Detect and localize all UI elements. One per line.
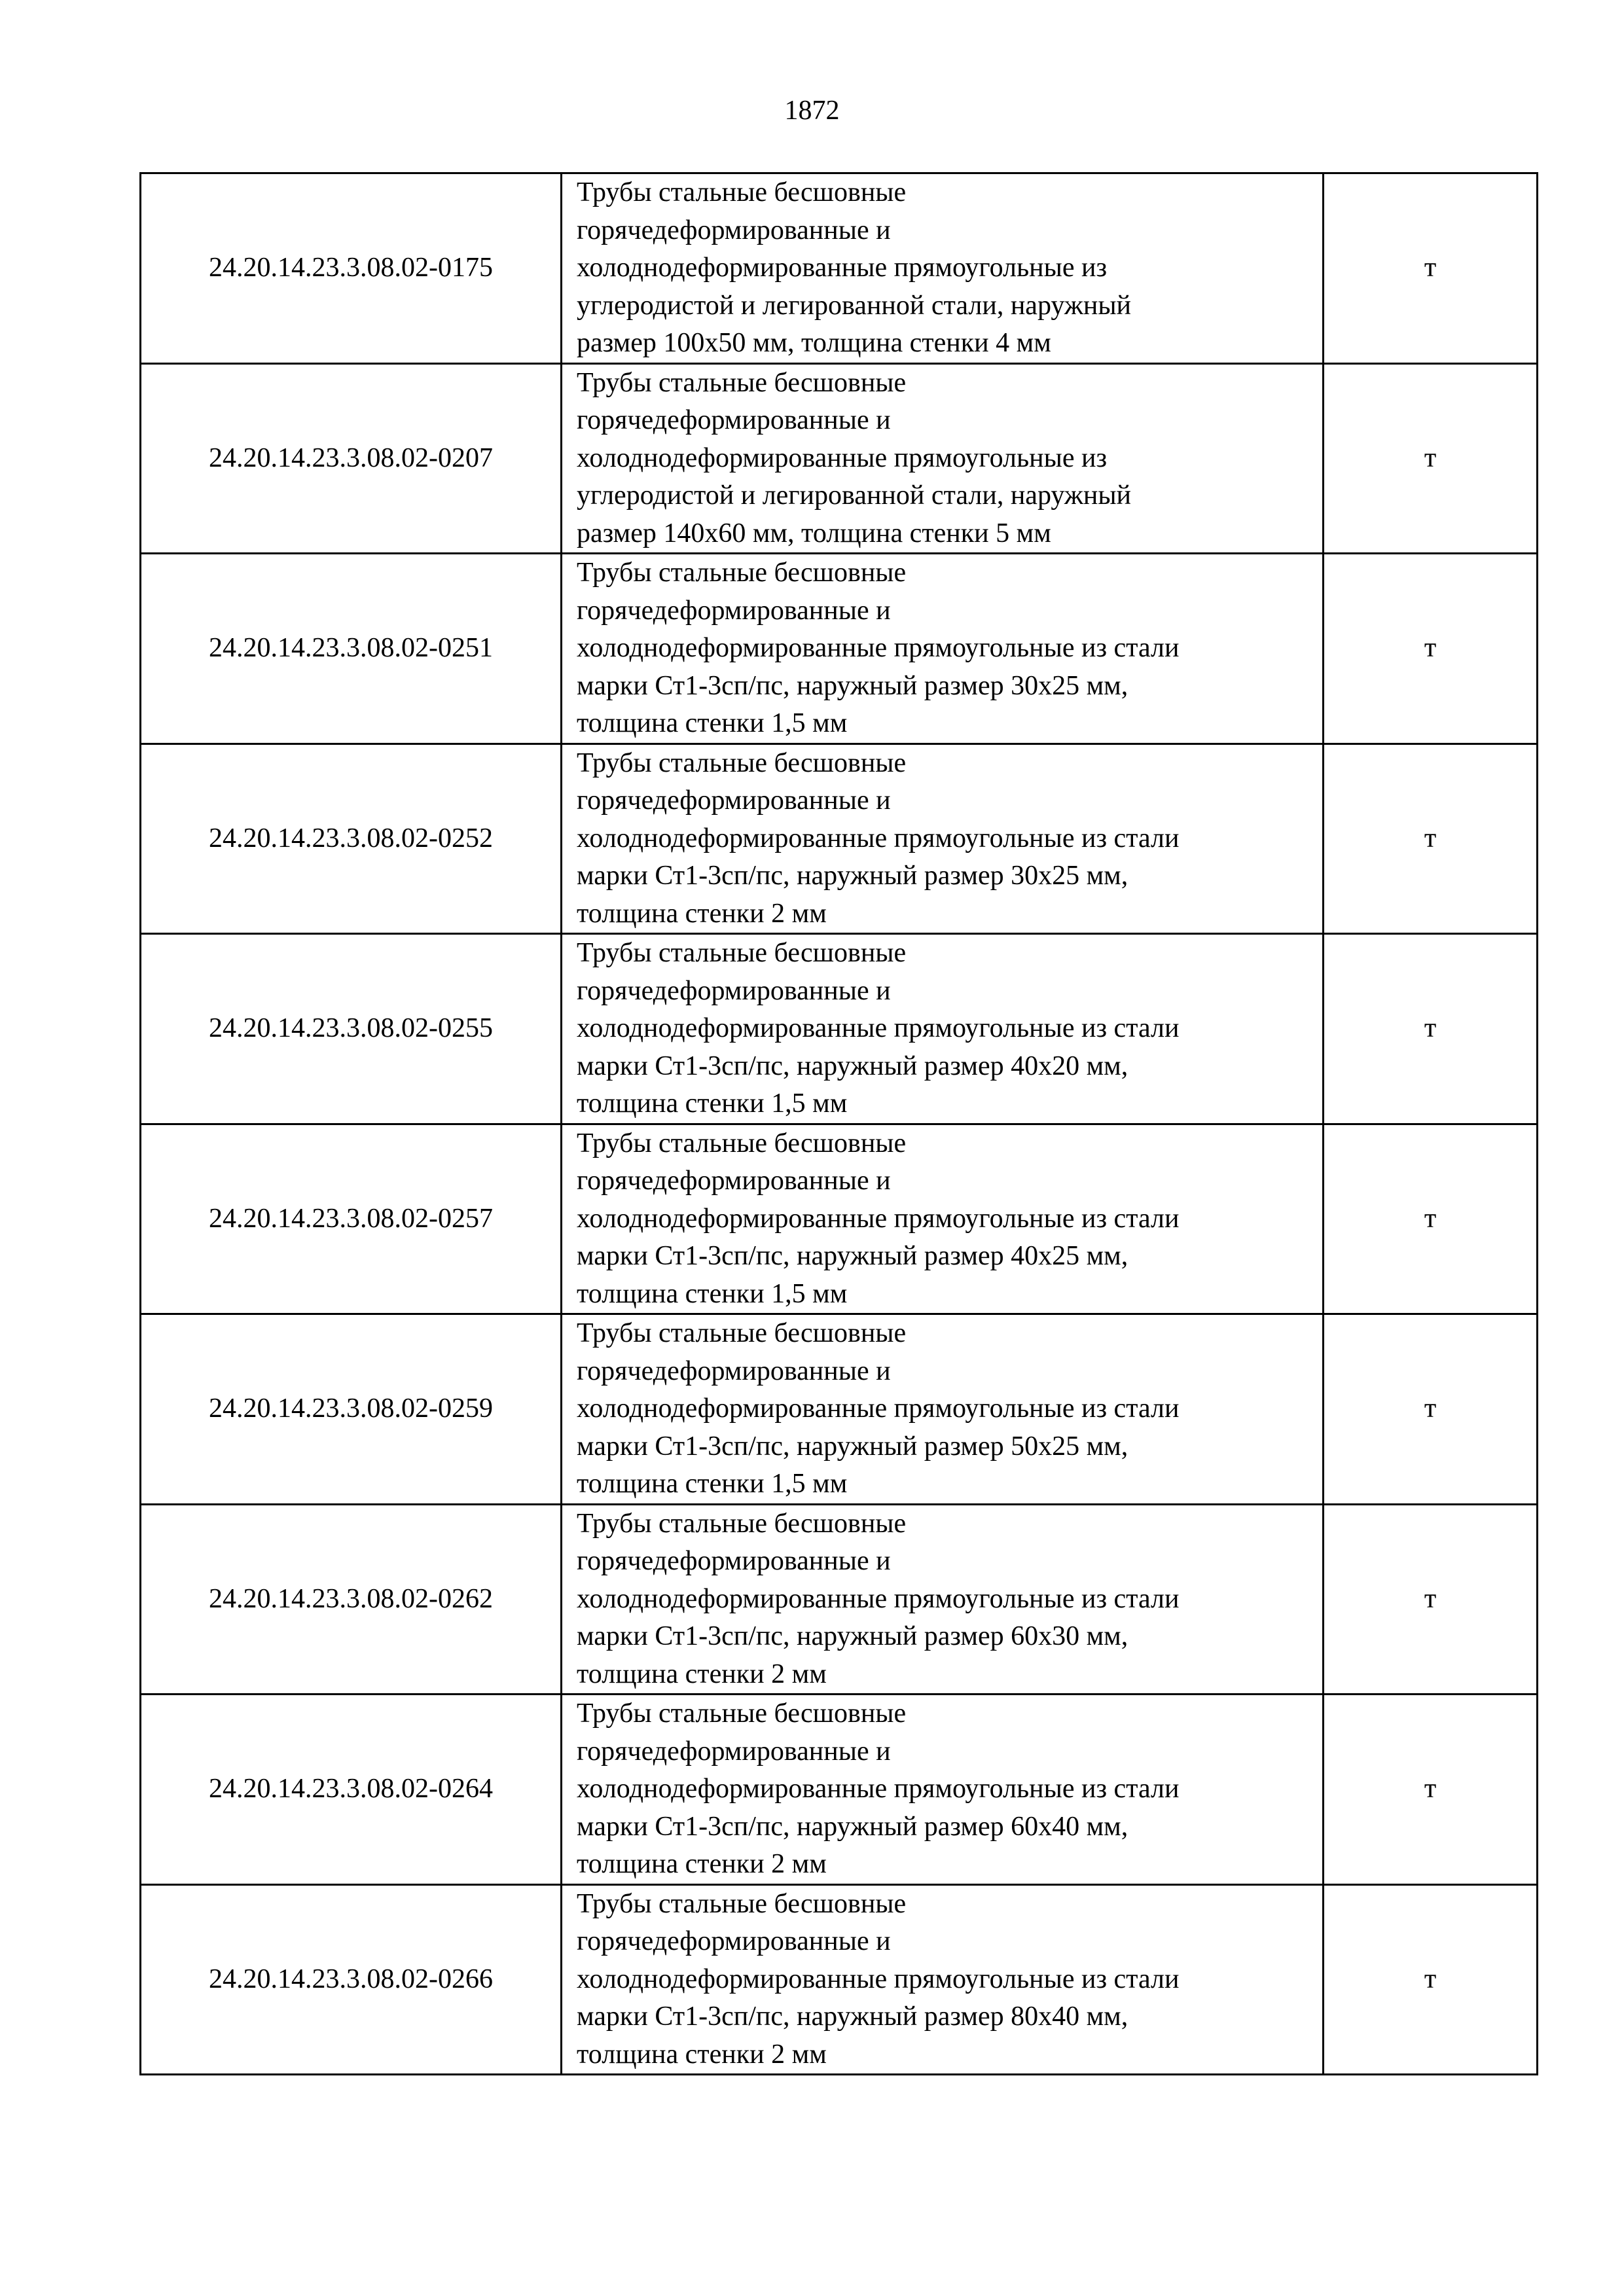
- description-line: горячедеформированные и: [577, 405, 891, 435]
- description-line: толщина стенки 2 мм: [577, 1659, 827, 1689]
- item-unit: т: [1324, 173, 1538, 364]
- item-unit: т: [1324, 934, 1538, 1124]
- table-row: [141, 173, 1538, 364]
- item-code: 24.20.14.23.3.08.02-0257: [141, 1124, 562, 1314]
- description-line: горячедеформированные и: [577, 975, 891, 1006]
- description-line: Трубы стальные бесшовные: [577, 938, 907, 968]
- description-line: толщина стенки 2 мм: [577, 1849, 827, 1879]
- description-line: марки Ст1-3сп/пс, наружный размер 30x25 мм,: [577, 861, 1128, 891]
- item-code: 24.20.14.23.3.08.02-0251: [141, 554, 562, 744]
- description-line: Трубы стальные бесшовные: [577, 1318, 907, 1348]
- table-row: [141, 363, 1538, 554]
- description-line: горячедеформированные и: [577, 215, 891, 245]
- description-line: Трубы стальные бесшовные: [577, 558, 907, 588]
- description-line: Трубы стальные бесшовные: [577, 1698, 907, 1729]
- item-description: [562, 1124, 1324, 1314]
- item-unit: т: [1324, 1124, 1538, 1314]
- table-row: [141, 934, 1538, 1124]
- item-unit: т: [1324, 1314, 1538, 1505]
- item-description: [562, 1504, 1324, 1695]
- description-line: углеродистой и легированной стали, наружный: [577, 480, 1132, 511]
- description-line: холоднодеформированные прямоугольные из стали: [577, 1203, 1180, 1234]
- item-unit: т: [1324, 1695, 1538, 1885]
- description-line: толщина стенки 2 мм: [577, 898, 827, 929]
- item-description: [562, 173, 1324, 364]
- description-line: холоднодеформированные прямоугольные из стали: [577, 1013, 1180, 1043]
- item-code: 24.20.14.23.3.08.02-0207: [141, 363, 562, 554]
- item-description: [562, 554, 1324, 744]
- description-line: марки Ст1-3сп/пс, наружный размер 50x25 мм,: [577, 1431, 1128, 1462]
- item-unit: т: [1324, 363, 1538, 554]
- description-line: горячедеформированные и: [577, 595, 891, 626]
- description-line: холоднодеформированные прямоугольные из стали: [577, 633, 1180, 663]
- description-line: марки Ст1-3сп/пс, наружный размер 80x40 мм,: [577, 2001, 1128, 2032]
- description-line: горячедеформированные и: [577, 1736, 891, 1767]
- description-line: толщина стенки 1,5 мм: [577, 708, 848, 738]
- table-body: [141, 173, 1538, 2075]
- description-line: Трубы стальные бесшовные: [577, 1128, 907, 1158]
- item-code: 24.20.14.23.3.08.02-0262: [141, 1504, 562, 1695]
- table-row: [141, 1124, 1538, 1314]
- item-description: [562, 363, 1324, 554]
- description-line: холоднодеформированные прямоугольные из стали: [577, 823, 1180, 853]
- item-description: [562, 1884, 1324, 2075]
- page-number: 1872: [784, 96, 840, 126]
- item-unit: т: [1324, 1884, 1538, 2075]
- description-line: толщина стенки 1,5 мм: [577, 1469, 848, 1499]
- item-description: [562, 1695, 1324, 1885]
- table-row: [141, 1884, 1538, 2075]
- description-line: Трубы стальные бесшовные: [577, 747, 907, 778]
- description-line: Трубы стальные бесшовные: [577, 177, 907, 207]
- description-line: размер 140x60 мм, толщина стенки 5 мм: [577, 518, 1051, 548]
- item-code: 24.20.14.23.3.08.02-0175: [141, 173, 562, 364]
- description-line: толщина стенки 2 мм: [577, 2039, 827, 2070]
- description-line: горячедеформированные и: [577, 785, 891, 816]
- description-line: горячедеформированные и: [577, 1546, 891, 1576]
- item-description: [562, 744, 1324, 934]
- table-row: [141, 1314, 1538, 1505]
- description-line: марки Ст1-3сп/пс, наружный размер 30x25 мм,: [577, 670, 1128, 701]
- description-line: Трубы стальные бесшовные: [577, 367, 907, 398]
- description-line: холоднодеформированные прямоугольные из: [577, 442, 1108, 473]
- item-code: 24.20.14.23.3.08.02-0255: [141, 934, 562, 1124]
- description-line: марки Ст1-3сп/пс, наружный размер 40x25 мм,: [577, 1241, 1128, 1271]
- description-line: холоднодеформированные прямоугольные из стали: [577, 1964, 1180, 1994]
- description-line: марки Ст1-3сп/пс, наружный размер 40x20 мм,: [577, 1050, 1128, 1081]
- item-unit: т: [1324, 744, 1538, 934]
- item-description: [562, 934, 1324, 1124]
- description-line: горячедеформированные и: [577, 1926, 891, 1956]
- item-code: 24.20.14.23.3.08.02-0252: [141, 744, 562, 934]
- item-unit: т: [1324, 554, 1538, 744]
- description-line: холоднодеформированные прямоугольные из: [577, 253, 1108, 283]
- description-line: углеродистой и легированной стали, наружный: [577, 290, 1132, 321]
- item-code: 24.20.14.23.3.08.02-0259: [141, 1314, 562, 1505]
- description-line: Трубы стальные бесшовные: [577, 1888, 907, 1919]
- description-line: марки Ст1-3сп/пс, наружный размер 60x30 мм,: [577, 1621, 1128, 1651]
- table-row: [141, 554, 1538, 744]
- table-row: [141, 1695, 1538, 1885]
- item-description: [562, 1314, 1324, 1505]
- description-line: холоднодеформированные прямоугольные из стали: [577, 1774, 1180, 1804]
- item-unit: т: [1324, 1504, 1538, 1695]
- description-line: толщина стенки 1,5 мм: [577, 1088, 848, 1119]
- description-line: горячедеформированные и: [577, 1166, 891, 1196]
- table-row: [141, 744, 1538, 934]
- description-line: толщина стенки 1,5 мм: [577, 1278, 848, 1309]
- description-line: холоднодеформированные прямоугольные из стали: [577, 1393, 1180, 1424]
- materials-table: [139, 172, 1538, 2075]
- description-line: Трубы стальные бесшовные: [577, 1508, 907, 1539]
- description-line: размер 100x50 мм, толщина стенки 4 мм: [577, 328, 1051, 358]
- description-line: марки Ст1-3сп/пс, наружный размер 60x40 мм,: [577, 1811, 1128, 1842]
- item-code: 24.20.14.23.3.08.02-0266: [141, 1884, 562, 2075]
- item-code: 24.20.14.23.3.08.02-0264: [141, 1695, 562, 1885]
- description-line: холоднодеформированные прямоугольные из стали: [577, 1583, 1180, 1614]
- table-row: [141, 1504, 1538, 1695]
- description-line: горячедеформированные и: [577, 1355, 891, 1386]
